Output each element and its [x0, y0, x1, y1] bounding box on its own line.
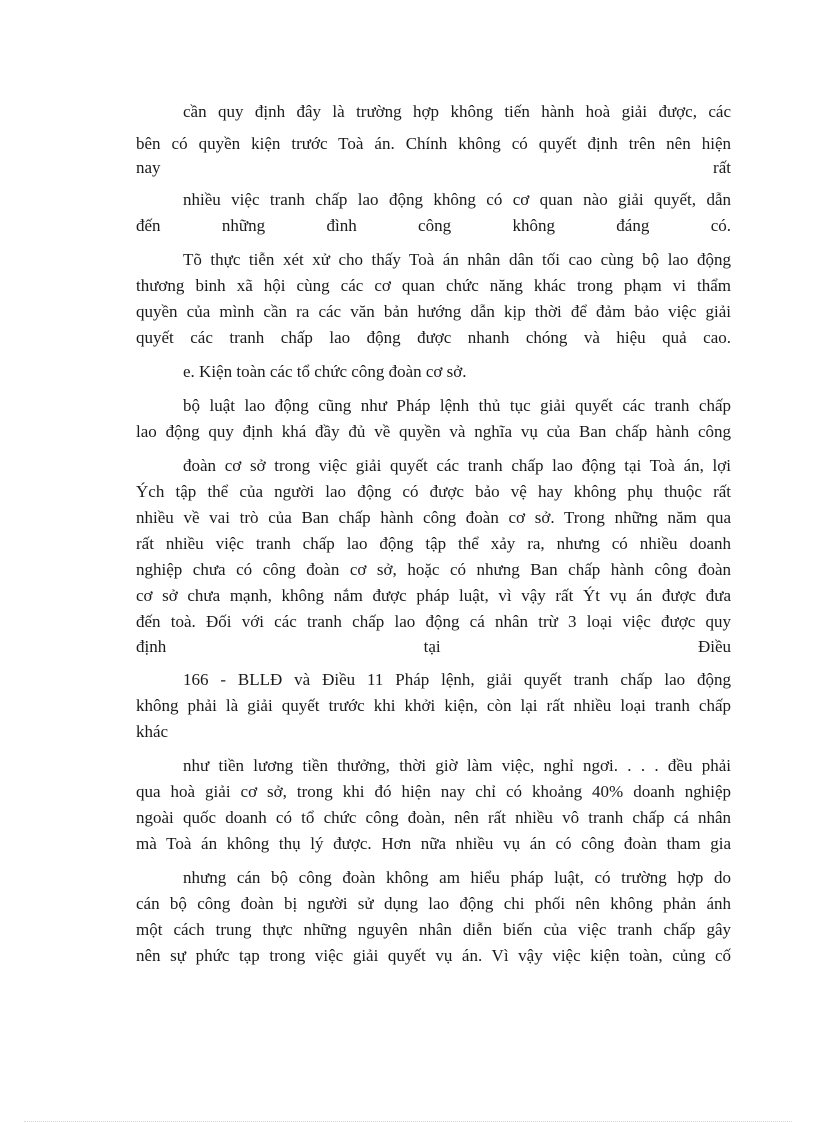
text-line: nghiệp chưa có công đoàn cơ sở, hoặc có nhưng Ban chấp hành công đoàn	[136, 560, 731, 579]
text-line: nên sự phức tạp trong việc giải quyết vụ án. Vì vậy việc kiện toàn, củng cố	[136, 946, 731, 965]
text-line: cần quy định đây là trường hợp không tiến hành hoà giải được, các	[183, 102, 731, 121]
text-line: thương binh xã hội cùng các cơ quan chức năng khác trong phạm vi thẩm	[136, 276, 731, 295]
text-line: nay rất	[136, 158, 731, 177]
text-line: qua hoà giải cơ sở, trong khi đó hiện nay chỉ có khoảng 40% doanh nghiệp	[136, 782, 731, 801]
text-line: một cách trung thực những nguyên nhân diễn biến của việc tranh chấp gây	[136, 920, 731, 939]
text-line: quyền của mình cần ra các văn bản hướng dẫn kịp thời để đảm bảo việc giải	[136, 302, 731, 321]
text-line: 166 - BLLĐ và Điều 11 Pháp lệnh, giải quyết tranh chấp lao động	[183, 670, 731, 689]
text-line: rất nhiều việc tranh chấp lao động tập thể xảy ra, nhưng có nhiều doanh	[136, 534, 731, 553]
text-line: mà Toà án không thụ lý được. Hơn nữa nhiều vụ án có công đoàn tham gia	[136, 834, 731, 853]
text-line: quyết các tranh chấp lao động được nhanh chóng và hiệu quả cao.	[136, 328, 731, 347]
text-line: lao động quy định khá đầy đủ về quyền và nghĩa vụ của Ban chấp hành công	[136, 422, 731, 441]
text-line: định tại Điều	[136, 637, 731, 656]
text-line: bộ luật lao động cũng như Pháp lệnh thủ tục giải quyết các tranh chấp	[183, 396, 731, 415]
text-line: khác	[136, 722, 169, 741]
text-line: cơ sở chưa mạnh, không nắm được pháp luật, vì vậy rất Ýt vụ án được đưa	[136, 586, 731, 605]
page-bottom-rule	[24, 1121, 792, 1122]
text-line: đến những đình công không đáng có.	[136, 216, 731, 235]
text-line: như tiền lương tiền thưởng, thời giờ làm việc, nghỉ ngơi. . . . đều phải	[183, 756, 731, 775]
text-line: Tõ thực tiễn xét xử cho thấy Toà án nhân dân tối cao cùng bộ lao động	[183, 250, 731, 269]
section-heading: e. Kiện toàn các tổ chức công đoàn cơ sở.	[183, 362, 467, 381]
text-line: không phải là giải quyết trước khi khởi kiện, còn lại rất nhiều loại tranh chấp	[136, 696, 731, 715]
text-line: bên có quyền kiện trước Toà án. Chính không có quyết định trên nên hiện	[136, 134, 731, 153]
text-line: đoàn cơ sở trong việc giải quyết các tranh chấp lao động tại Toà án, lợi	[183, 456, 731, 475]
text-line: nhiều việc tranh chấp lao động không có cơ quan nào giải quyết, dẫn	[183, 190, 731, 209]
text-line: ngoài quốc doanh có tổ chức công đoàn, nên rất nhiều vô tranh chấp cá nhân	[136, 808, 731, 827]
text-line: đến toà. Đối với các tranh chấp lao động cá nhân trừ 3 loại việc được quy	[136, 612, 731, 631]
text-line: nhiều về vai trò của Ban chấp hành công đoàn cơ sở. Trong những năm qua	[136, 508, 731, 527]
text-line: nhưng cán bộ công đoàn không am hiểu pháp luật, có trường hợp do	[183, 868, 731, 887]
text-line: cán bộ công đoàn bị người sử dụng lao động chi phối nên không phản ánh	[136, 894, 731, 913]
text-line: Ých tập thể của người lao động có được bảo vệ hay không phụ thuộc rất	[136, 482, 731, 501]
